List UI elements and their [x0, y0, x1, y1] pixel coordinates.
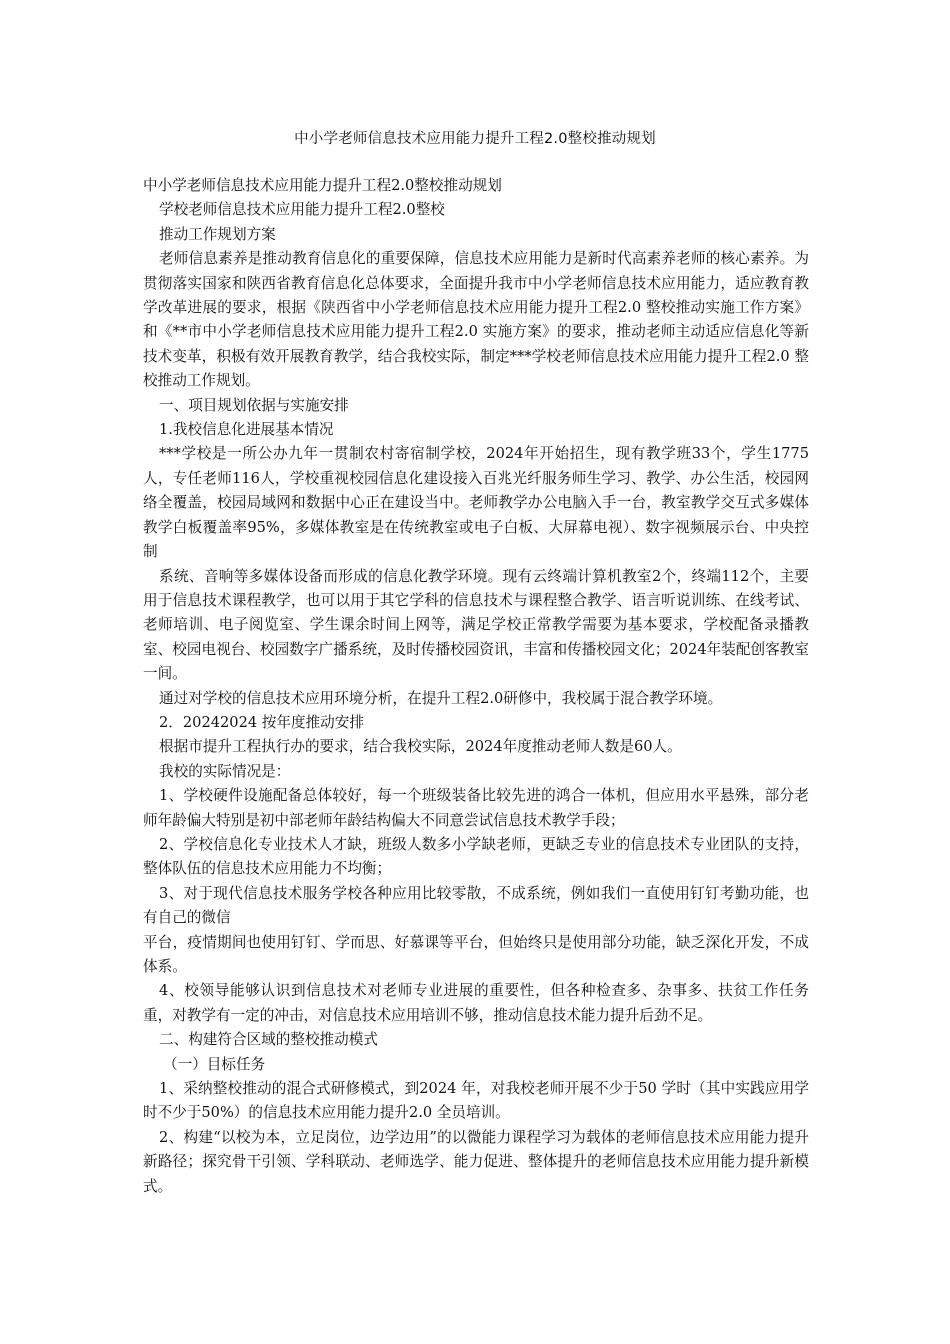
document-body [143, 174, 809, 1199]
body-paragraph: 我校的实际情况是： [159, 762, 291, 780]
body-paragraph: 老师信息素养是推动教育信息化的重要保障，信息技术应用能力是新时代高素养老师的核心素养。为贯彻落实国家和陕西省教育信息化总体要求，全面提升我市中小学老师信息技术应用能力，适应教育教学改革进展的要求，根据《陕西省中小学老师信息技术应用能力提升工程2.0 整校推动实施工作方案》和《**市中小学老师信息技术应用能力提升工程2.0 实施方案》的要求，推动老师主动适应信息化等新技术变革，积极有效开展教育教学，结合我校实际，制定***学校老师信息技术应用能力提升工程2.0 整校推动工作规划。 [143, 250, 809, 390]
list-item: 1、学校硬件设施配备总体较好，每一个班级装备比较先进的鸿合一体机，但应用水平悬殊，部分老师年龄偏大特别是初中部老师年龄结构偏大不同意尝试信息技术教学手段； [143, 787, 809, 829]
body-paragraph: 根据市提升工程执行办的要求，结合我校实际，2024年度推动老师人数是60人。 [159, 738, 682, 756]
body-paragraph: ***学校是一所公办九年一贯制农村寄宿制学校，2024年开始招生，现有教学班33个，学生1775人，专任老师116人，学校重视校园信息化建设接入百兆光纤服务师生学习、教学、办公生活，校园网络全覆盖，校园局域网和数据中心正在建设当中。老师教学办公电脑入手一台，教室教学交互式多媒体教学白板覆盖率95%，多媒体教室是在传统教室或电子白板、大屏幕电视）、数字视频展示台、中央控制 [143, 445, 809, 561]
list-item: 3、对于现代信息技术服务学校各种应用比较零散，不成系统，例如我们一直使用钉钉考勤功能，也有自己的微信 [143, 884, 809, 927]
list-item: 1、采纳整校推动的混合式研修模式，到2024 年，对我校老师开展不少于50 学时（其中实践应用学时不少于50%）的信息技术应用能力提升2.0 全员培训。 [143, 1080, 809, 1122]
list-item: 2、学校信息化专业技术人才缺，班级人数多小学缺老师，更缺乏专业的信息技术专业团队的支持，整体队伍的信息技术应用能力不均衡； [143, 835, 809, 878]
body-subtitle-line-2: 推动工作规划方案 [159, 225, 276, 243]
section-heading-1: 一、项目规划依据与实施安排 [159, 396, 349, 414]
body-subtitle-line-1: 学校老师信息技术应用能力提升工程2.0整校 [159, 201, 445, 219]
document-title: 中小学老师信息技术应用能力提升工程2.0整校推动规划 [294, 131, 656, 147]
list-item: 2、构建“以校为本，立足岗位，边学边用”的以微能力课程学习为载体的老师信息技术应用能力提升新路径；探究骨干引领、学科联动、老师选学、能力促进、整体提升的老师信息技术应用能力提升新模式。 [143, 1128, 809, 1195]
list-item-continuation: 平台，疫情期间也使用钉钉、学而思、好慕课等平台，但始终只是使用部分功能，缺乏深化开发，不成体系。 [143, 933, 809, 975]
body-heading: 中小学老师信息技术应用能力提升工程2.0整校推动规划 [143, 177, 502, 194]
body-paragraph: 系统、音响等多媒体设备而形成的信息化教学环境。现有云终端计算机教室2个，终端112个，主要用于信息技术课程教学，也可以用于其它学科的信息技术与课程整合教学、语言听说训练、在线考试、老师培训、电子阅览室、学生课余时间上网等，满足学校正常教学需要为基本要求，学校配备录播教室、校园电视台、校园数字广播系统，及时传播校园资讯，丰富和传播校园文化；2024年装配创客教室一间。 [143, 567, 809, 683]
body-paragraph: 通过对学校的信息技术应用环境分析，在提升工程2.0研修中，我校属于混合教学环境。 [159, 689, 723, 707]
section-heading-2: 二、构建符合区域的整校推动模式 [159, 1031, 378, 1049]
subsection-heading: 1.我校信息化进展基本情况 [159, 421, 334, 439]
subsection-heading: （一）目标任务 [163, 1055, 266, 1073]
subsection-heading: 2．20242024 按年度推动安排 [159, 713, 364, 731]
list-item: 4、校领导能够认识到信息技术对老师专业进展的重要性，但各种检查多、杂事多、扶贫工作任务重，对教学有一定的冲击，对信息技术应用培训不够，推动信息技术能力提升后劲不足。 [143, 982, 809, 1024]
